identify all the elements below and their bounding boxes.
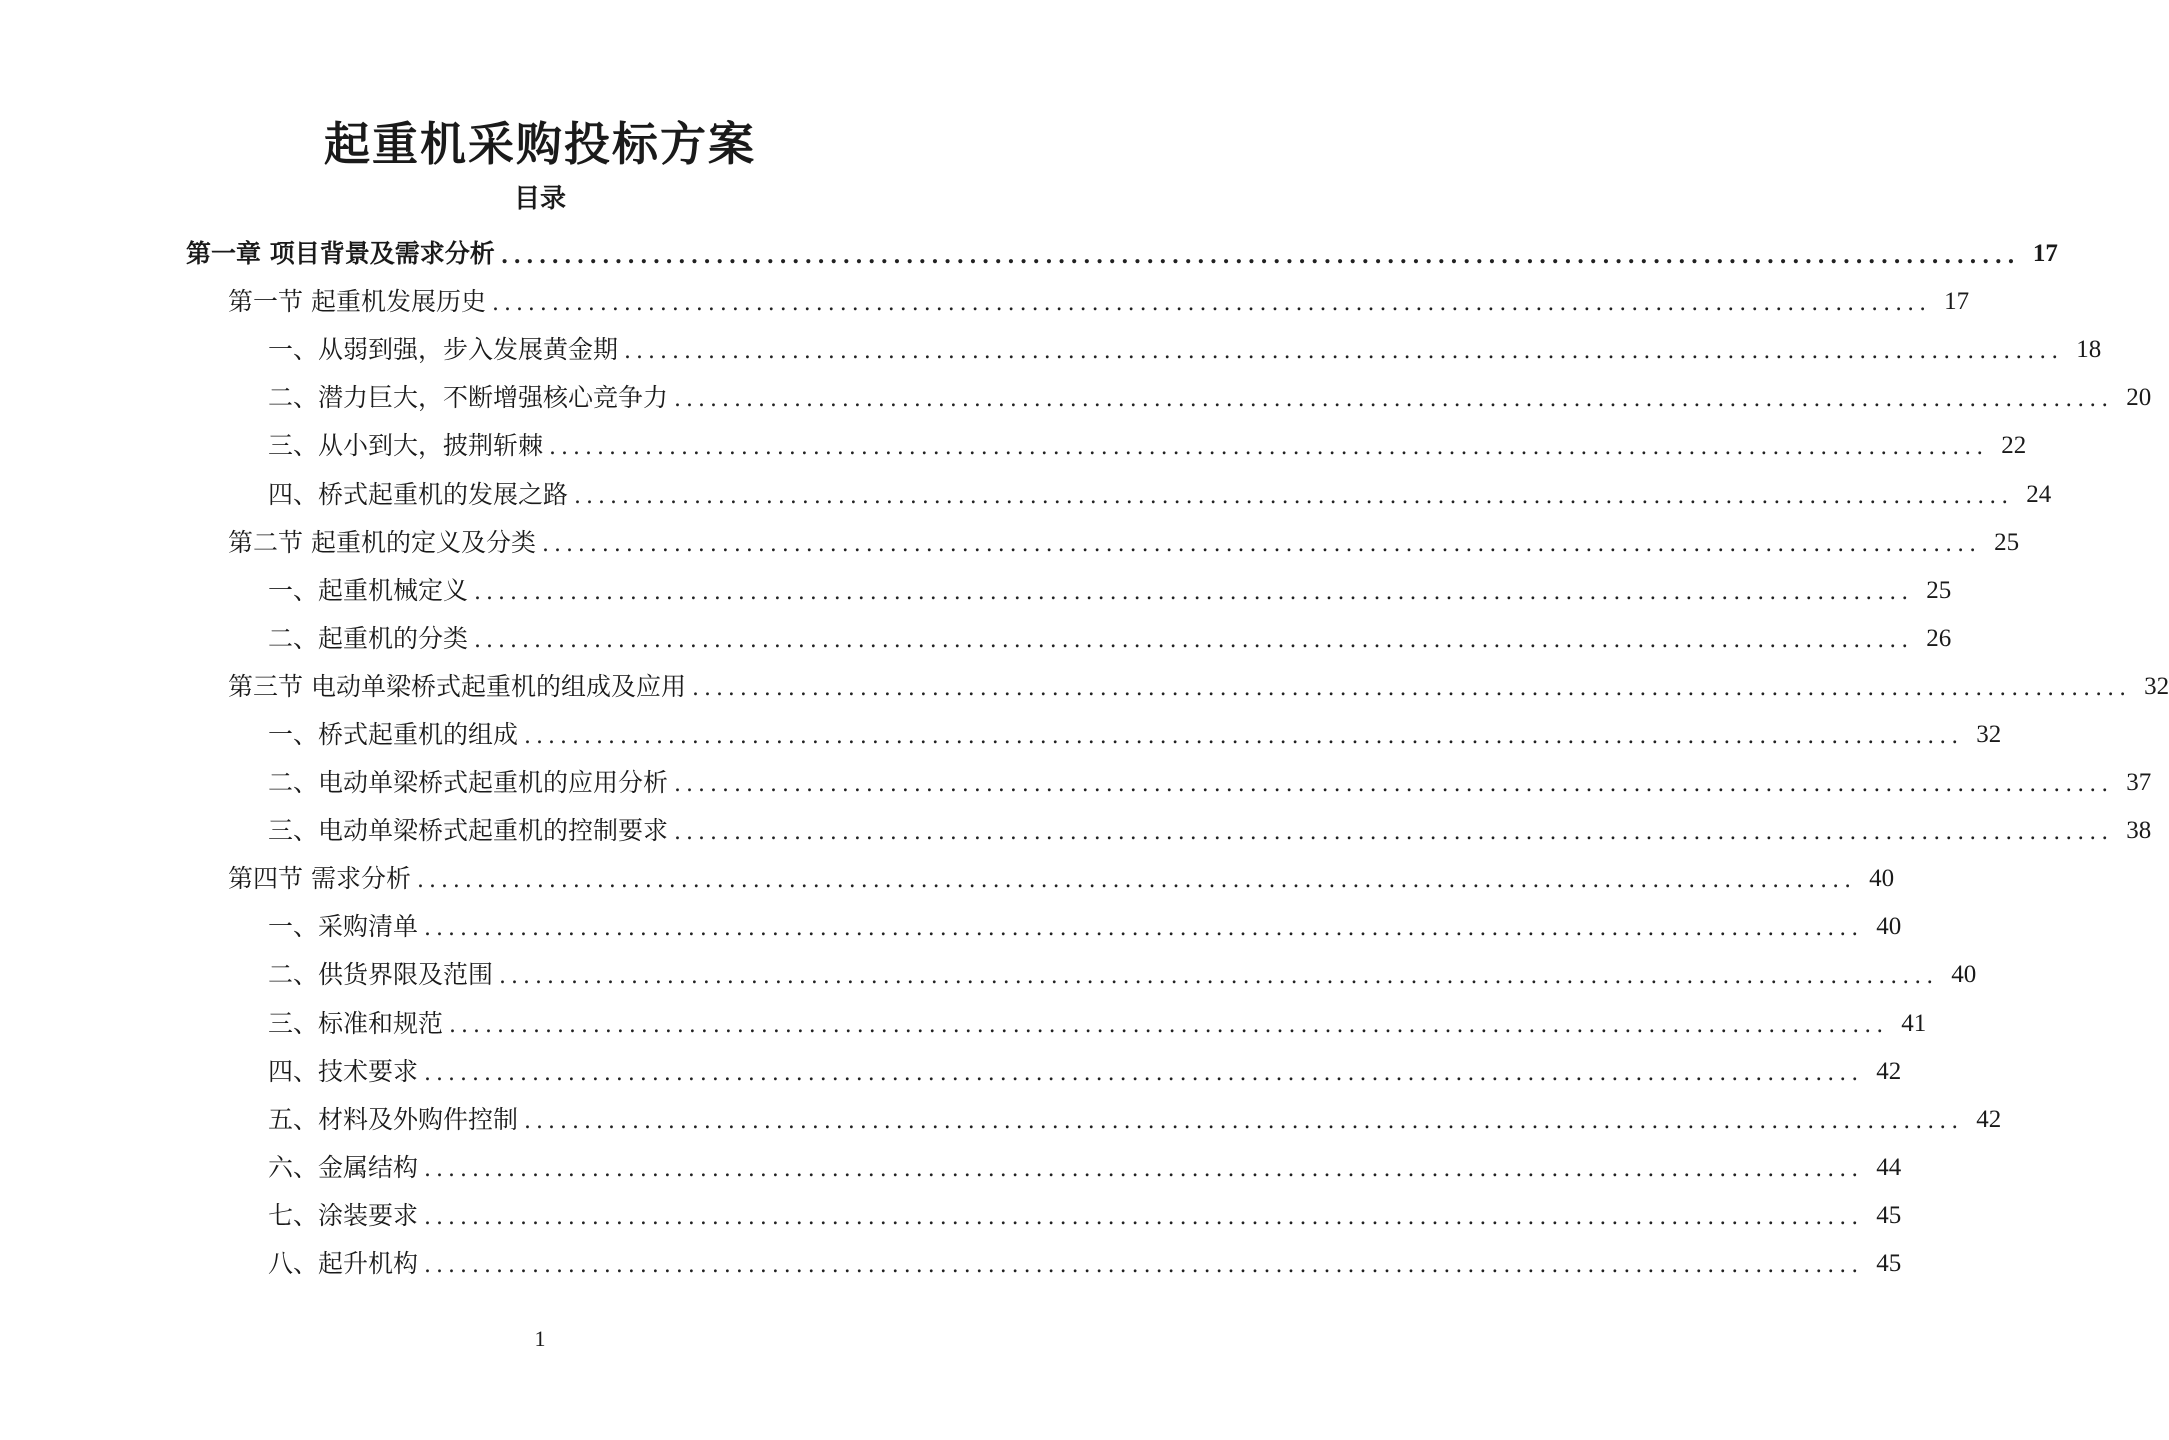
toc-entry-page-number: 32 [2144, 672, 2169, 700]
toc-entry-title: 一、起重机械定义 [268, 575, 469, 605]
toc-entry-title: 第二节 起重机的定义及分类 [228, 527, 536, 557]
toc-entry-title: 一、采购清单 [268, 912, 419, 942]
toc-dot-leader: ........................................................................................................................ [424, 1204, 1864, 1230]
toc-entry[interactable] [0, 519, 2020, 567]
toc-entry-title: 三、从小到大，披荆斩棘 [268, 431, 544, 461]
toc-dot-leader: ........................................................................................................................ [691, 675, 2132, 701]
toc-dot-leader: ........................................................................................................................ [674, 820, 2114, 846]
toc-entry[interactable] [0, 470, 2052, 518]
toc-dot-leader: ........................................................................................................................ [424, 1060, 1864, 1086]
toc-entry-page-number: 17 [1944, 288, 1970, 316]
toc-dot-leader: ........................................................................................................................ [574, 483, 2014, 509]
toc-entry[interactable] [0, 807, 2152, 855]
toc-entry-title: 三、电动单梁桥式起重机的控制要求 [268, 816, 669, 846]
toc-entry-page-number: 44 [1876, 1153, 1902, 1181]
toc-entry-title: 五、材料及外购件控制 [268, 1104, 519, 1134]
toc-entry-page-number: 38 [2126, 817, 2152, 845]
toc-entry-title: 第一节 起重机发展历史 [228, 287, 486, 317]
toc-entry-page-number: 24 [2026, 480, 2052, 508]
toc-entry-title: 二、潜力巨大，不断增强核心竞争力 [268, 383, 669, 413]
toc-entry[interactable] [0, 903, 1902, 951]
toc-entry[interactable] [0, 230, 2058, 278]
toc-entry-title: 一、从弱到强，步入发展黄金期 [268, 335, 619, 365]
toc-dot-leader: ........................................................................................................................ [549, 435, 1989, 461]
toc-dot-leader: ........................................................................................................................ [624, 339, 2064, 365]
toc-entry-page-number: 37 [2126, 769, 2152, 797]
toc-entry-page-number: 20 [2126, 384, 2152, 412]
toc-entry-page-number: 41 [1901, 1009, 1927, 1037]
toc-dot-leader: ........................................................................................................................ [474, 579, 1914, 605]
toc-entry[interactable] [0, 1240, 1902, 1288]
toc-entry-page-number: 42 [1976, 1105, 2002, 1133]
toc-entry-title: 第一章 项目背景及需求分析 [186, 239, 495, 269]
toc-dot-leader: ........................................................................................................................ [474, 627, 1914, 653]
toc-entry[interactable] [0, 1192, 1902, 1240]
toc-entry[interactable] [0, 278, 1970, 326]
table-of-contents [0, 230, 2169, 1288]
page-number: 1 [534, 1326, 546, 1351]
toc-entry-page-number: 26 [1926, 624, 1952, 652]
toc-entry-title: 六、金属结构 [268, 1152, 419, 1182]
toc-dot-leader: ........................................................................................................................ [424, 916, 1864, 942]
toc-entry-page-number: 18 [2076, 336, 2102, 364]
toc-entry-title: 二、电动单梁桥式起重机的应用分析 [268, 768, 669, 798]
toc-entry-title: 七、涂装要求 [268, 1200, 419, 1230]
toc-entry-title: 第四节 需求分析 [228, 864, 411, 894]
toc-entry-page-number: 32 [1976, 720, 2002, 748]
toc-dot-leader: ........................................................................................................................ [424, 1253, 1864, 1279]
toc-entry[interactable] [0, 326, 2102, 374]
toc-entry-title: 四、技术要求 [268, 1056, 419, 1086]
toc-entry-page-number: 25 [1926, 576, 1952, 604]
toc-entry-page-number: 45 [1876, 1250, 1902, 1278]
toc-entry-page-number: 40 [1869, 865, 1895, 893]
toc-entry-title: 第三节 电动单梁桥式起重机的组成及应用 [228, 671, 686, 701]
toc-dot-leader: ........................................................................................................................ [424, 1156, 1864, 1182]
toc-dot-leader: ........................................................................................................................ [524, 1108, 1964, 1134]
toc-dot-leader: ........................................................................................................................ [674, 387, 2114, 413]
toc-entry[interactable] [0, 615, 1952, 663]
toc-heading: 目录 [513, 184, 566, 214]
toc-entry-page-number: 25 [1994, 528, 2020, 556]
toc-entry[interactable] [0, 1144, 1902, 1192]
toc-entry-page-number: 45 [1876, 1201, 1902, 1229]
toc-entry[interactable] [0, 1000, 1927, 1048]
toc-dot-leader: ........................................................................................................................ [524, 723, 1964, 749]
toc-dot-leader: ........................................................................................................................ [499, 964, 1939, 990]
toc-entry-page-number: 22 [2001, 432, 2027, 460]
toc-entry[interactable] [0, 951, 1977, 999]
toc-dot-leader: ........................................................................................................................ [491, 291, 1932, 317]
toc-entry[interactable] [0, 1096, 2002, 1144]
toc-entry[interactable] [0, 567, 1952, 615]
toc-entry-page-number: 40 [1876, 913, 1902, 941]
toc-dot-leader: ........................................................................................................................ [416, 868, 1857, 894]
toc-entry[interactable] [0, 759, 2152, 807]
toc-entry[interactable] [0, 374, 2152, 422]
toc-entry-title: 二、起重机的分类 [268, 623, 469, 653]
toc-entry-title: 八、起升机构 [268, 1249, 419, 1279]
toc-entry[interactable] [0, 855, 1895, 903]
toc-dot-leader: ........................................................................................................................ [541, 531, 1982, 557]
toc-entry[interactable] [0, 422, 2027, 470]
toc-entry-page-number: 40 [1951, 961, 1977, 989]
toc-dot-leader: ........................................................................................................................ [674, 772, 2114, 798]
toc-entry-title: 二、供货界限及范围 [268, 960, 494, 990]
toc-entry[interactable] [0, 1048, 1902, 1096]
toc-entry-title: 一、桥式起重机的组成 [268, 719, 519, 749]
toc-dot-leader: ........................................................................................................................ [500, 243, 2020, 270]
toc-entry[interactable] [0, 711, 2002, 759]
toc-dot-leader: ........................................................................................................................ [449, 1012, 1889, 1038]
document-title: 起重机采购投标方案 [324, 117, 756, 171]
toc-entry-page-number: 17 [2032, 240, 2058, 268]
toc-entry[interactable] [0, 663, 2169, 711]
toc-entry-title: 四、桥式起重机的发展之路 [268, 479, 569, 509]
toc-entry-title: 三、标准和规范 [268, 1008, 444, 1038]
toc-entry-page-number: 42 [1876, 1057, 1902, 1085]
